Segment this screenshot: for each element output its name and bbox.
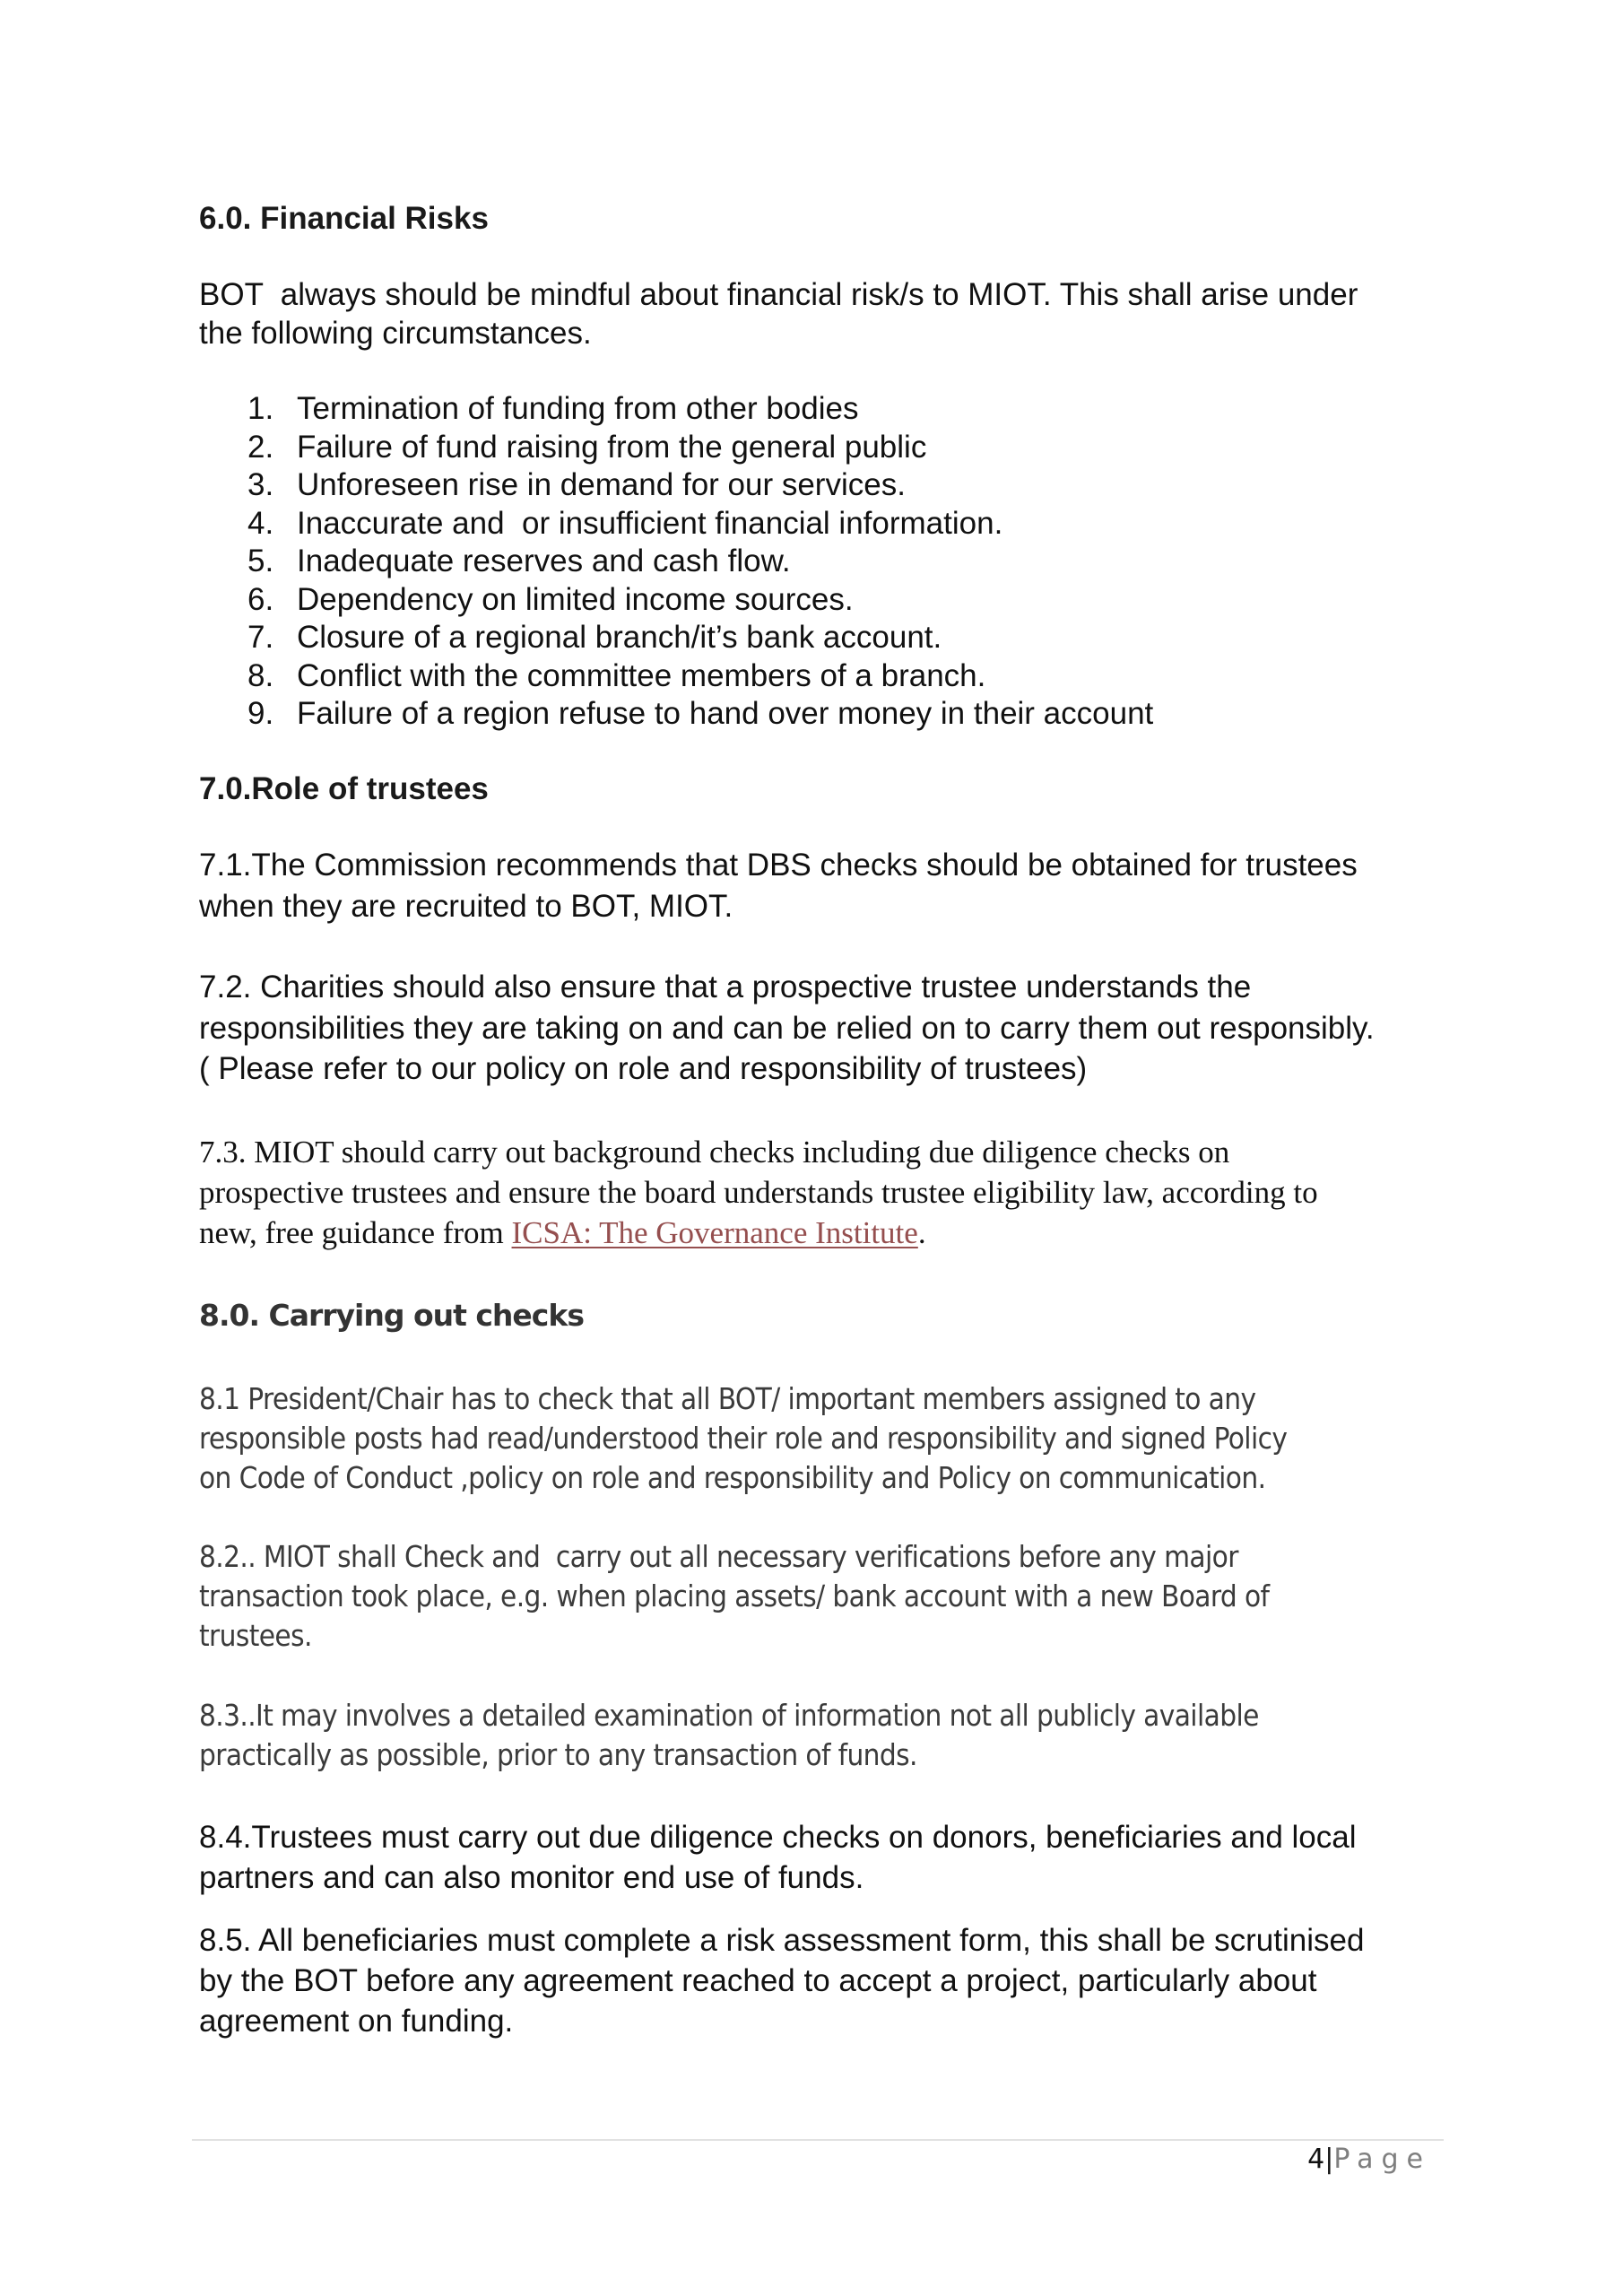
paragraph-8-2-line: transaction took place, e.g. when placing assets/ bank account with a new Board of — [199, 1578, 1270, 1613]
section-7-heading: 7.0.Role of trustees — [199, 771, 489, 806]
paragraph-7-3-period: . — [917, 1215, 926, 1250]
paragraph-7-1-line: 7.1.The Commission recommends that DBS checks should be obtained for trustees — [199, 848, 1358, 883]
list-item-text: Termination of funding from other bodies — [297, 391, 859, 426]
section-8-heading: 8.0. Carrying out checks — [199, 1298, 584, 1333]
list-item-number: 4. — [247, 506, 274, 541]
list-item-text: Inaccurate and or insufficient financial information. — [297, 506, 1003, 541]
paragraph-8-5-line: 8.5. All beneficiaries must complete a risk assessment form, this shall be scrutinised — [199, 1923, 1365, 1958]
list-item-number: 9. — [247, 696, 274, 731]
paragraph-8-5-line: by the BOT before any agreement reached to accept a project, particularly about — [199, 1963, 1317, 1998]
list-item-text: Dependency on limited income sources. — [297, 582, 854, 617]
list-item-number: 7. — [247, 620, 274, 655]
list-item-number: 2. — [247, 430, 274, 465]
paragraph-7-3-line: prospective trustees and ensure the board understands trustee eligibility law, according to — [199, 1175, 1318, 1210]
list-item-text: Closure of a regional branch/it’s bank account. — [297, 620, 942, 655]
list-item-text: Failure of fund raising from the general public — [297, 430, 927, 465]
paragraph-8-3-line: 8.3..It may involves a detailed examination of information not all publicly available — [199, 1698, 1259, 1733]
paragraph-8-1-line: on Code of Conduct ,policy on role and responsibility and Policy on communication. — [199, 1460, 1266, 1495]
list-item-text: Unforeseen rise in demand for our services. — [297, 467, 906, 502]
list-item-number: 8. — [247, 658, 274, 693]
list-item-text: Failure of a region refuse to hand over money in their account — [297, 696, 1154, 731]
paragraph-7-2-line: ( Please refer to our policy on role and responsibility of trustees) — [199, 1051, 1088, 1086]
paragraph-8-2-line: trustees. — [199, 1618, 312, 1653]
list-item-text: Inadequate reserves and cash flow. — [297, 544, 791, 578]
paragraph-8-5-line: agreement on funding. — [199, 2004, 514, 2039]
paragraph-8-4-line: partners and can also monitor end use of funds. — [199, 1860, 864, 1895]
page-separator: | — [1324, 2144, 1334, 2175]
page-label: Page — [1333, 2144, 1431, 2175]
section-6-intro-line: BOT always should be mindful about financial risk/s to MIOT. This shall arise under — [199, 277, 1358, 312]
section-6-intro-line: the following circumstances. — [199, 316, 592, 351]
list-item-text: Conflict with the committee members of a branch. — [297, 658, 986, 693]
section-6-heading: 6.0. Financial Risks — [199, 201, 489, 236]
paragraph-7-3-line: 7.3. MIOT should carry out background checks including due diligence checks on — [199, 1135, 1230, 1170]
paragraph-7-2-line: responsibilities they are taking on and can be relied on to carry them out responsibly. — [199, 1011, 1375, 1046]
icsa-governance-institute-link[interactable]: ICSA: The Governance Institute — [511, 1215, 918, 1250]
paragraph-8-4-line: 8.4.Trustees must carry out due diligence checks on donors, beneficiaries and local — [199, 1820, 1357, 1855]
paragraph-8-1-line: 8.1 President/Chair has to check that all BOT/ important members assigned to any — [199, 1381, 1256, 1416]
paragraph-8-1-line: responsible posts had read/understood their role and responsibility and signed Policy — [199, 1421, 1288, 1456]
paragraph-7-1-line: when they are recruited to BOT, MIOT. — [199, 889, 733, 924]
paragraph-8-2-line: 8.2.. MIOT shall Check and carry out all necessary verifications before any major — [199, 1539, 1238, 1574]
page-number: 4 — [1307, 2144, 1325, 2175]
list-item-number: 3. — [247, 467, 274, 502]
paragraph-7-3-line — [199, 1217, 926, 1248]
list-item-number: 5. — [247, 544, 274, 578]
list-item-number: 1. — [247, 391, 274, 426]
paragraph-7-2-line: 7.2. Charities should also ensure that a prospective trustee understands the — [199, 970, 1252, 1004]
paragraph-8-3-line: practically as possible, prior to any transaction of funds. — [199, 1737, 917, 1772]
list-item-number: 6. — [247, 582, 274, 617]
paragraph-7-3-text: new, free guidance from — [199, 1215, 512, 1250]
footer-divider — [192, 2139, 1444, 2141]
page-footer — [1307, 2146, 1431, 2173]
